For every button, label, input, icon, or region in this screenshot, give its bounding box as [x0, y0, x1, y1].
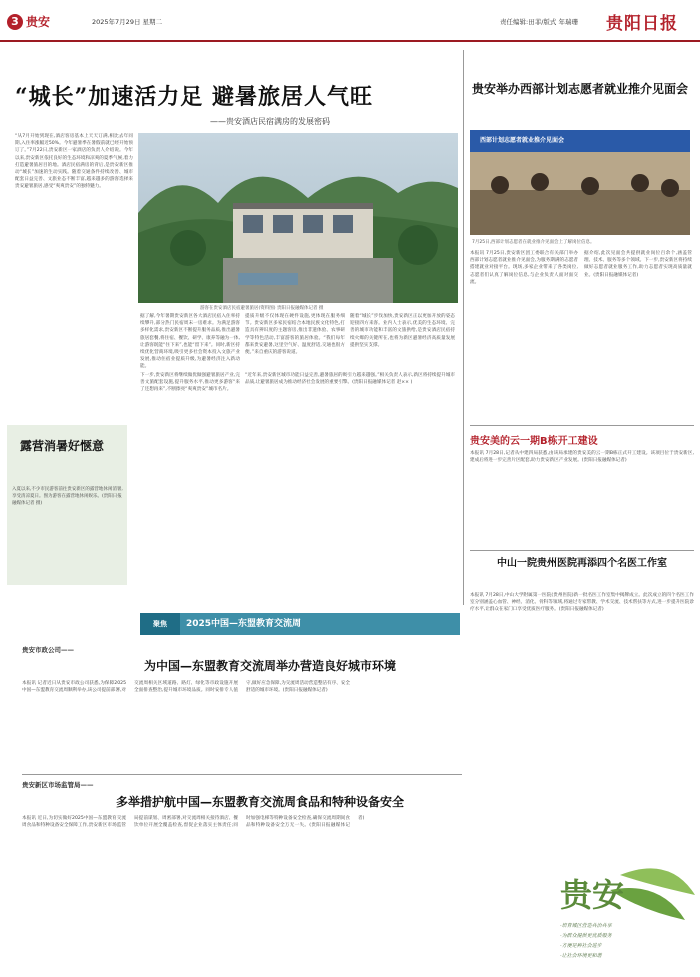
lead-body-col6: “近年来,贵安新区城市功能日益完善,避暑旅居的吸引力越来越强。”相关负责人表示,新区将持续提升城市品质,让避暑旅居成为推动经济社会发展的重要引擎。(贵阳日报融媒体记者 赵×× ) — [245, 373, 455, 386]
job-fair-image — [470, 130, 690, 235]
camping-caption: 入夏以来,不少市民游客前往贵安新区的露营地休闲消暑,享受清凉夏日。图为游客在露营地休闲娱乐。(贵阳日报融媒体记者 摄) — [12, 487, 123, 506]
volunteer-fair-headline: 贵安举办西部计划志愿者就业推介见面会 — [471, 82, 688, 96]
lead-body-col5: 下一步,贵安新区将继续做优做强避暑旅居产业,完善文旅配套设施,提升服务水平,推动更多游客“来了还想再来”,不断擦亮“爽爽贵安”城市名片。 — [140, 373, 240, 393]
volunteer-fair-body-col2: 据介绍,此次见面会共提供就业岗位百余个,涵盖管理、技术、服务等多个领域。下一步,贵安新区将持续做好志愿者就业服务工作,助力志愿者实现高质量就业。(贵阳日报融媒体记者) — [584, 251, 692, 278]
slogan-1: ·培育城区营造共治共享 — [560, 923, 612, 929]
issue-date: 2025年7月29日 星期二 — [92, 18, 163, 26]
slogan-2: ·为群众提供更优质服务 — [560, 933, 612, 939]
slogan-3: ·方便是种社会进步 — [560, 943, 602, 949]
job-fair-banner-text: 西部计划志愿者就业推介见面会 — [480, 137, 565, 144]
story2-body: 本报讯 记者近日从贵安市政公司获悉,为保障2025中国—东盟教育交流周顺利举办,该公司提前部署,对交流周相关区域道路、路灯、绿化等市政设施开展全面排查整治,提升城市环境品质。同时安排专人值守,做好应急保障,为交流周活动营造整洁有序、安全舒适的城市环境。(贵阳日报融媒体记者) — [22, 681, 350, 694]
midea-cloud-body: 本报讯 7月28日,记者从中建四局获悉,由该局承建的贵安美的云一期B栋正式开工建设。该项目位于贵安新区,建成后将进一步完善片区配套,助力贵安新区产业发展。(贵阳日报融媒体记者) — [470, 451, 694, 464]
lead-headline: “城长”加速活力足 避暑旅居人气旺 — [15, 84, 373, 110]
page-number: 3 — [7, 14, 23, 30]
newspaper-logo: 贵阳日报 — [606, 14, 678, 34]
lead-body-col4: 随着“城长”步伐加快,贵安新区正以更加开放的姿态迎接四方来客。业内人士表示,优美的生态环境、完善的城市功能和丰富的文旅供给,是贵安酒店民宿持续火爆的关键所在,也将为新区避暑经济高质量发展提供坚实支撑。 — [350, 314, 455, 348]
volunteer-fair-photo — [470, 130, 690, 235]
midea-cloud-headline: 贵安美的云一期B栋开工建设 — [470, 436, 598, 447]
section-rule — [22, 774, 462, 775]
volunteer-fair-body-col1: 本报讯 7月25日,贵安新区团工委联合有关部门举办西部计划志愿者就业推介见面会,为服务期满的志愿者搭建就业对接平台。现场,多家企业带来了各类岗位,志愿者们认真了解岗位信息,与企业负责人面对面交流。 — [470, 251, 578, 285]
hospital-headline: 中山一院贵州医院再添四个名医工作室 — [497, 558, 667, 569]
lead-photo — [138, 133, 458, 303]
lead-subheadline: ——贵安酒店民宿满房的发展密码 — [210, 117, 330, 126]
lead-body-col1: “从7月开始到现在,酒店客房基本上天天订满,相比去年同期,入住率涨幅近50%。今年避暑季在暑假前就已经开始预订了。”7月22日,贵安新区一家酒店的负责人介绍说。今年以来,贵安新区依托良好的生态环境和凉爽的夏季气候,着力打造避暑旅居目的地。酒店民宿满房的背后,是贵安新区推动“城长”加速的生动实践。随着交通条件持续改善、城市配套日益完善、文旅业态不断丰富,越来越多的游客选择来贵安避暑旅居,感受“爽爽贵安”的独特魅力。 — [15, 134, 133, 190]
hotel-landscape-image — [138, 133, 458, 303]
section-rule — [470, 425, 694, 426]
story3-headline: 多举措护航中国—东盟教育交流周食品和特种设备安全 — [115, 795, 404, 809]
section-name: 贵安 — [26, 15, 51, 29]
guian-mark: 贵安 — [560, 876, 625, 914]
banner-tag: 聚焦 — [140, 613, 180, 635]
lead-photo-caption: 游客在贵安酒店民宿避暑旅居(资料图) 贵阳日报融媒体记者 摄 — [200, 306, 324, 311]
banner-title: 2025中国—东盟教育交流周 — [186, 619, 302, 629]
story3-kicker: 贵安新区市场监管局—— — [22, 781, 94, 789]
story2-kicker: 贵安市政公司—— — [22, 646, 74, 654]
lead-body-col3: 提质升级不仅体现在硬件设施,更体现在服务细节。贵安新区多家民宿结合本地民族文化特色,打造具有辨识度的主题客房,推出非遗体验、农事研学等特色活动,丰富游客的旅居体验。“我们每年都来贵安避暑,这里空气好、温度舒适,交通也很方便。”来自重庆的游客说道。 — [245, 314, 345, 356]
volunteer-fair-caption: 7月25日,西部计划志愿者在就业推介见面会上了解岗位信息。 — [472, 240, 595, 245]
column-divider — [463, 50, 464, 605]
editor-credits: 责任编辑:田菲/版式 年瑞珊 — [500, 18, 578, 26]
hospital-body: 本报讯 7月28日,中山大学附属第一医院(贵州医院)新一批名医工作室集中揭牌成立。此次成立的四个名医工作室分别涵盖心血管、神经、消化、骨科等领域,将通过专家带教、学术交流、技术帮扶等方式,进一步提升医院诊疗水平,让群众在家门口享受优质医疗服务。(贵阳日报融媒体记者) — [470, 593, 694, 613]
slogan-4: ·让社会环境更和谐 — [560, 953, 602, 959]
camping-headline: 露营消暑好惬意 — [19, 439, 104, 453]
lead-body-col2: 据了解,今年暑期贵安新区各大酒店民宿入住率持续攀升,部分热门民宿周末一房难求。为满足游客多样化需求,贵安新区不断提升服务品质,推出避暑旅居套餐,将住宿、餐饮、研学、康养等融为一体,让游客既能“住下来”,也能“留下来”。同时,新区持续优化营商环境,吸引更多社会资本投入文旅产业发展,推动住宿业提质升级,为避暑经济注入新动能。 — [140, 314, 240, 370]
story3-body: 本报讯 近日,为切实做好2025中国—东盟教育交流周食品和特种设备安全保障工作,贵安新区市场监管局提前谋划、周密部署,对交流周相关接待酒店、餐饮单位开展全覆盖检查,督促企业落实主体责任;同时加强电梯等特种设备安全检查,确保交流周期间食品和特种设备安全万无一失。(贵阳日报融媒体记者) — [22, 816, 365, 829]
section-rule — [470, 550, 694, 551]
story2-headline: 为中国—东盟教育交流周举办营造良好城市环境 — [143, 659, 396, 673]
